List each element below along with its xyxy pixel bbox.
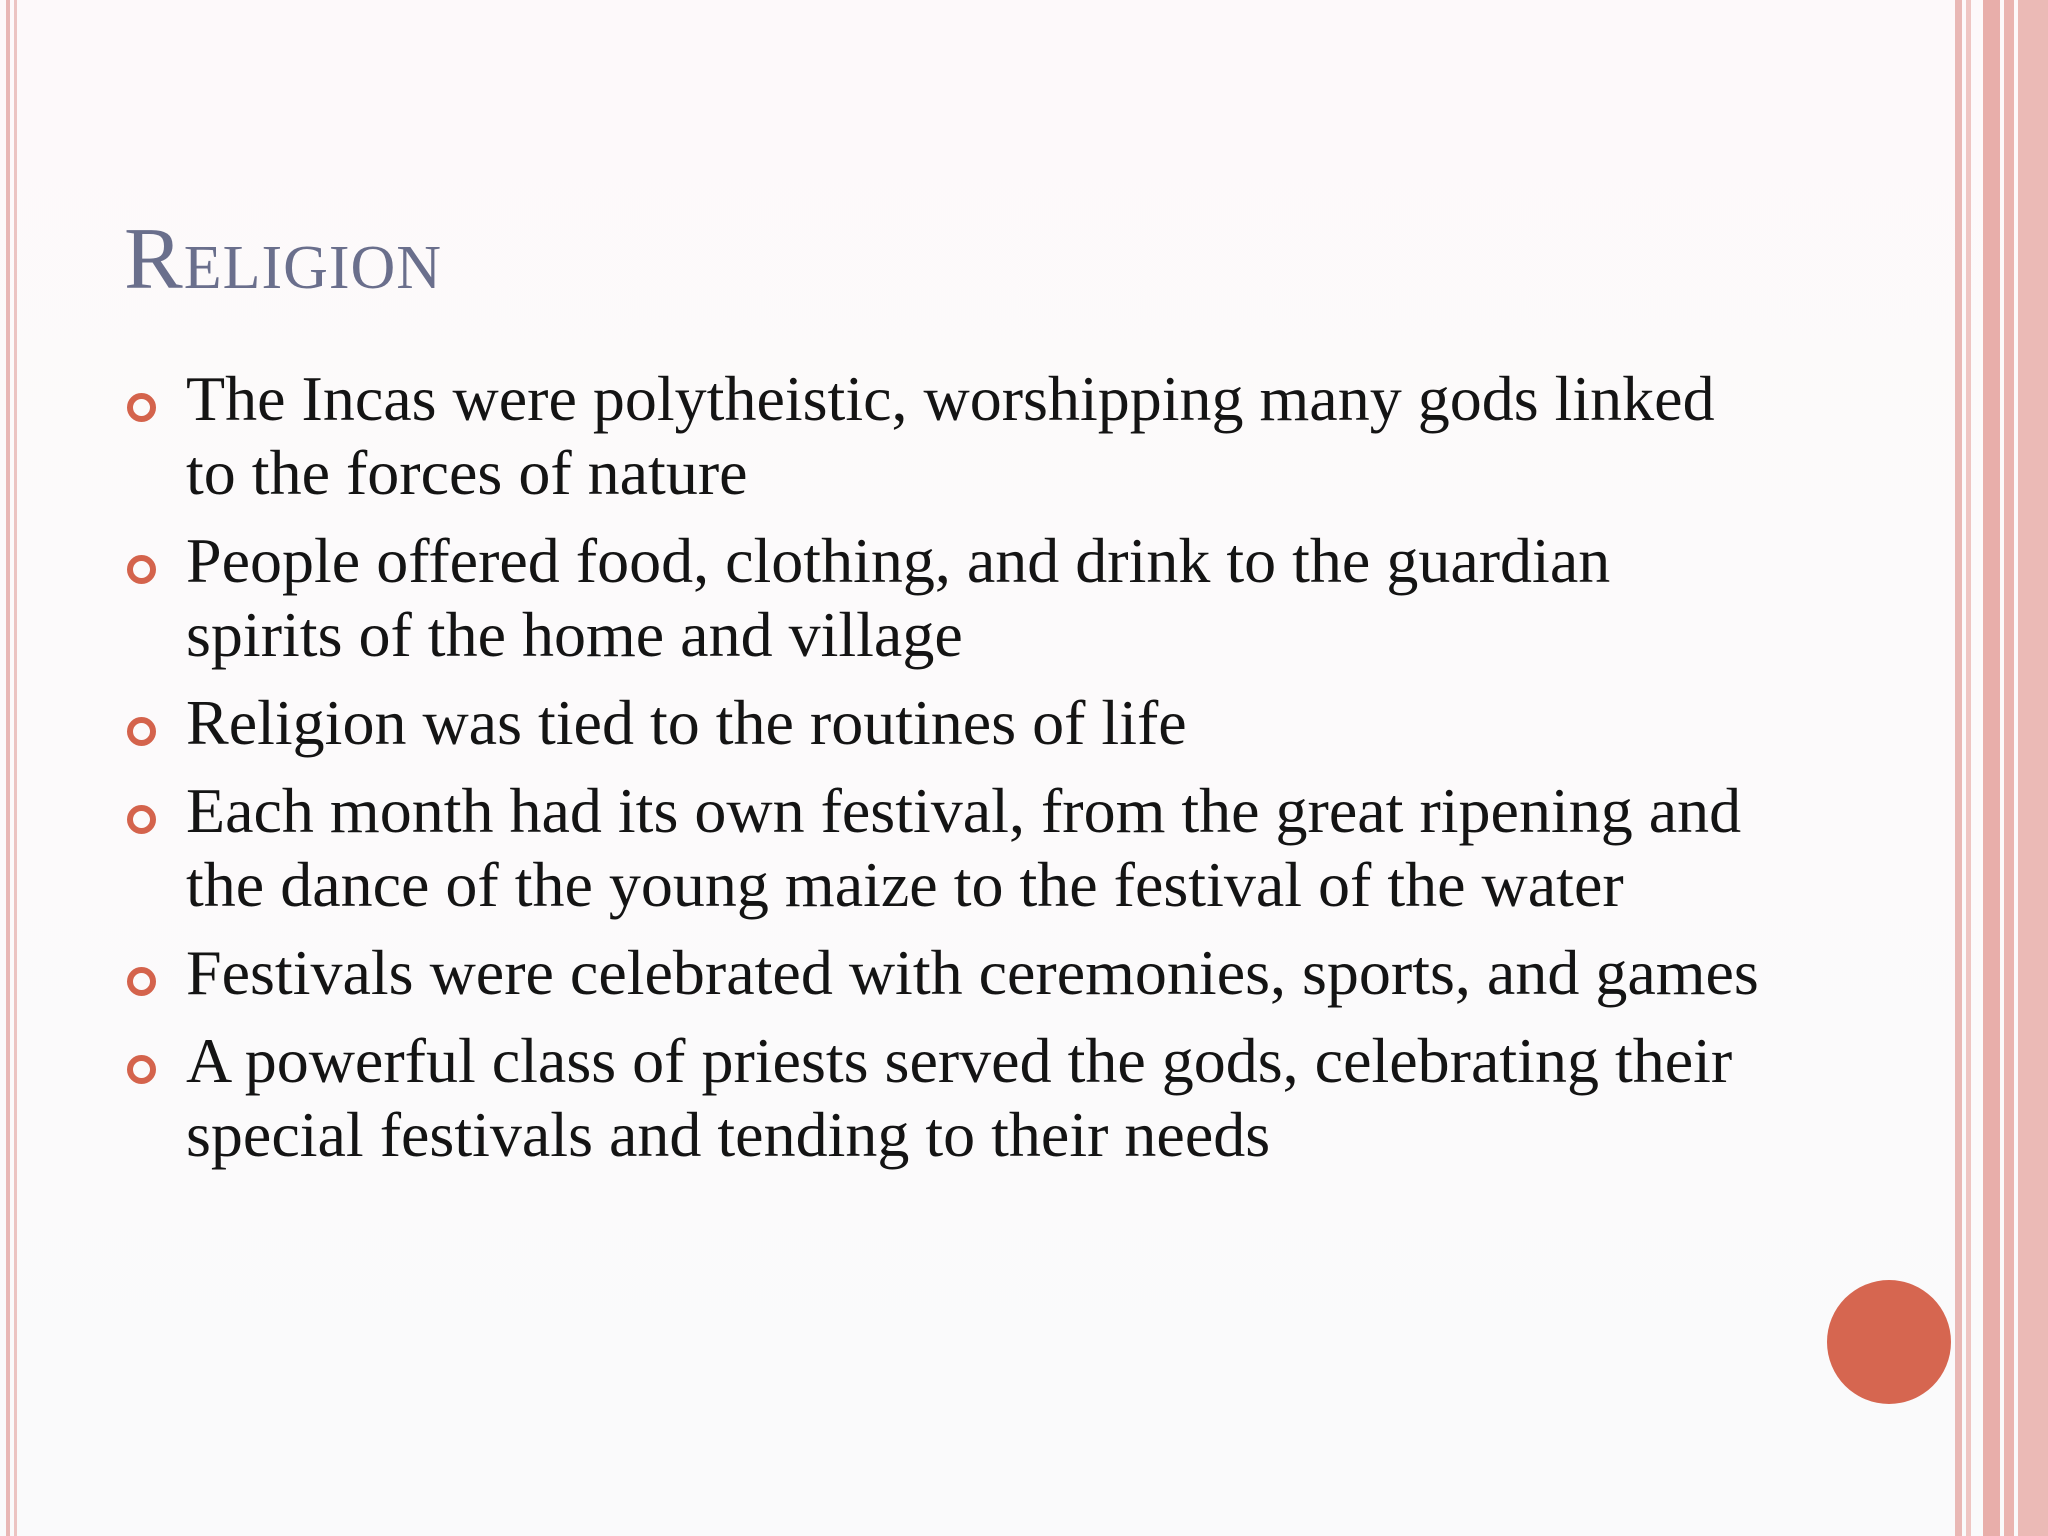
right-decorative-line	[1966, 0, 1971, 1536]
bullet-text: A powerful class of priests served the gods, celebrating their special festivals and tending to their needs	[186, 1025, 1733, 1170]
bullet-text: Each month had its own festival, from the great ripening and the dance of the young maize to the festival of the water	[186, 775, 1742, 920]
bullet-item	[124, 524, 1764, 672]
left-decorative-line	[6, 0, 10, 1536]
right-decorative-line	[1983, 0, 2000, 1536]
right-decorative-line	[2018, 0, 2048, 1536]
bullet-text: People offered food, clothing, and drink to the guardian spirits of the home and village	[186, 525, 1611, 670]
left-decorative-line	[14, 0, 17, 1536]
right-decorative-line	[1955, 0, 1962, 1536]
ring-bullet-icon	[127, 393, 156, 422]
ring-bullet-icon	[127, 1055, 156, 1084]
bullet-item	[124, 936, 1764, 1010]
bullet-list	[124, 362, 1764, 1186]
ring-bullet-icon	[127, 555, 156, 584]
bullet-text: The Incas were polytheistic, worshipping many gods linked to the forces of nature	[186, 363, 1715, 508]
ring-bullet-icon	[127, 967, 156, 996]
bullet-item	[124, 686, 1764, 760]
bullet-item	[124, 774, 1764, 922]
bullet-text: Religion was tied to the routines of life	[186, 687, 1187, 758]
ring-bullet-icon	[127, 805, 156, 834]
decorative-circle	[1827, 1280, 1951, 1404]
bullet-text: Festivals were celebrated with ceremonies, sports, and games	[186, 937, 1759, 1008]
right-decorative-line	[2004, 0, 2014, 1536]
slide-title: Religion	[124, 211, 443, 308]
bullet-item	[124, 1024, 1764, 1172]
bullet-item	[124, 362, 1764, 510]
ring-bullet-icon	[127, 717, 156, 746]
